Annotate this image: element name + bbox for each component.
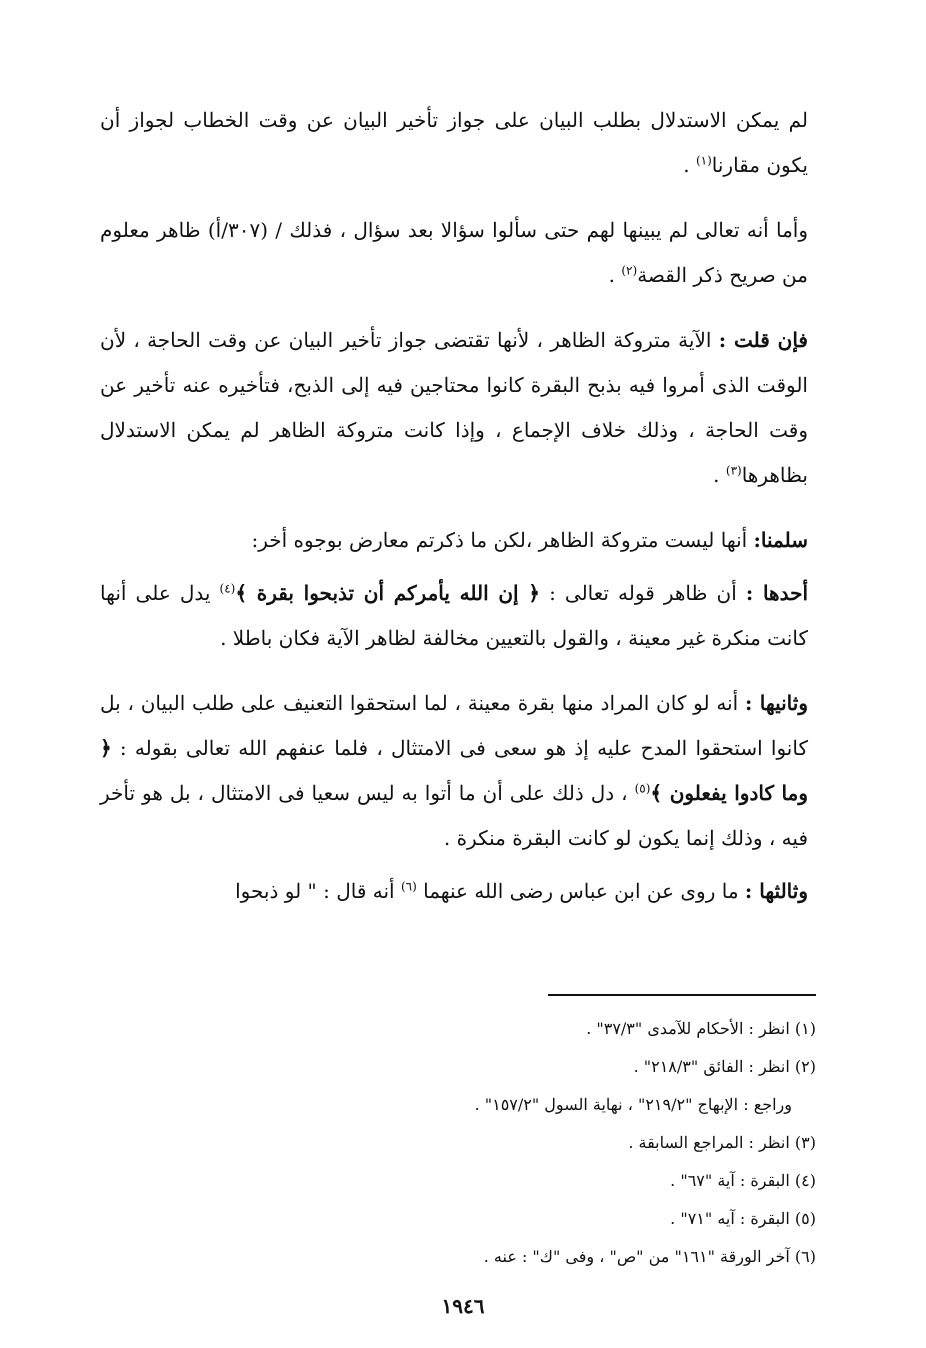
footnote-ref: (٤) <box>219 581 236 596</box>
main-text <box>100 98 808 934</box>
paragraph-text: أنه قال : " لو ذبحوا <box>235 879 401 903</box>
paragraph-lead: فإن قلت : <box>718 328 808 352</box>
paragraph-text: وأما أنه تعالى لم يبينها لهم حتى سألوا سؤالا بعد سؤال ، فذلك / (٣٠٧/أ) ظاهر معلوم من صريح ذكر القصة <box>100 218 808 287</box>
paragraph-3 <box>100 318 808 498</box>
page-number: ١٩٤٦ <box>441 1294 485 1318</box>
paragraph-2 <box>100 208 808 298</box>
paragraph-lead: أحدها : <box>745 581 809 605</box>
paragraph-6 <box>100 681 808 861</box>
footnote-ref: (٣) <box>725 463 742 478</box>
paragraph-text: أنها ليست متروكة الظاهر ،لكن ما ذكرتم معارض بوجوه أخر: <box>251 528 754 552</box>
paragraph-text: ، دل ذلك على أن ما أتوا به ليس سعيا فى الامتثال ، بل هو تأخر فيه ، وذلك إنما يكون لو كانت البقرة منكرة . <box>100 781 808 850</box>
footnote-ref: (١) <box>695 153 712 168</box>
paragraph-end: . <box>608 263 622 287</box>
footnote: (٢) انظر : الفائق "٢١٨/٣" . <box>633 1057 816 1076</box>
footnote: (١) انظر : الأحكام للآمدى "٣٧/٣" . <box>586 1019 816 1038</box>
footnote-separator <box>548 994 816 996</box>
paragraph-1 <box>100 98 808 188</box>
footnote: وراجع : الإبهاج "٢١٩/٢" ، نهاية السول "١٥٧/٢" . <box>474 1095 792 1114</box>
footnote: (٥) البقرة : آيه "٧١" . <box>670 1209 816 1228</box>
paragraph-text: أنه لو كان المراد منها بقرة معينة ، لما استحقوا التعنيف على طلب البيان ، بل كانوا استحقوا المدح عليه إذ هو سعى فى الامتثال ، فلما عنفهم الله تعالى بقوله : <box>100 691 808 760</box>
footnote-ref: (٦) <box>400 879 417 894</box>
paragraph-text: لم يمكن الاستدلال بطلب البيان على جواز تأخير البيان عن وقت الخطاب لجواز أن يكون مقارنا <box>100 108 808 177</box>
paragraph-5 <box>100 571 808 661</box>
paragraph-lead: سلمنا: <box>753 528 808 552</box>
paragraph-text: الآية متروكة الظاهر ، لأنها تقتضى جواز تأخير البيان عن وقت الحاجة ، لأن الوقت الذى أمروا فيه بذبح البقرة كانوا محتاجين فيه إلى الذبح، فتأخيره عنه تأخير عن وقت الحاجة ، وذلك خلاف الإجماع ، وإذا كانت متروكة الظاهر لم يمكن الاستدلال بظاهرها <box>100 328 808 487</box>
footnote: (٦) آخر الورقة "١٦١" من "ص" ، وفى "ك" : عنه . <box>483 1247 816 1266</box>
quran-quote: ﴿ إن الله يأمركم أن تذبحوا بقرة ﴾ <box>235 581 540 605</box>
quran-quote: ﴿ وما كادوا يفعلون ﴾ <box>100 736 808 805</box>
paragraph-lead: وثالثها : <box>744 879 808 903</box>
paragraph-7 <box>100 869 808 914</box>
footnotes <box>100 1010 816 1276</box>
paragraph-text: أن ظاهر قوله تعالى : <box>539 581 746 605</box>
footnote-ref: (٥) <box>634 781 651 796</box>
paragraph-4 <box>100 518 808 563</box>
paragraph-text: يدل على أنها كانت منكرة غير معينة ، والقول بالتعيين مخالفة لظاهر الآية فكان باطلا . <box>100 581 808 650</box>
paragraph-end: . <box>713 463 726 487</box>
paragraph-lead: وثانيها : <box>744 691 808 715</box>
footnote-ref: (٢) <box>621 263 638 278</box>
paragraph-end: . <box>683 153 696 177</box>
footnote: (٤) البقرة : آية "٦٧" . <box>670 1171 816 1190</box>
paragraph-text: ما روى عن ابن عباس رضى الله عنهما <box>416 879 745 903</box>
footnote: (٣) انظر : المراجع السابقة . <box>628 1133 816 1152</box>
